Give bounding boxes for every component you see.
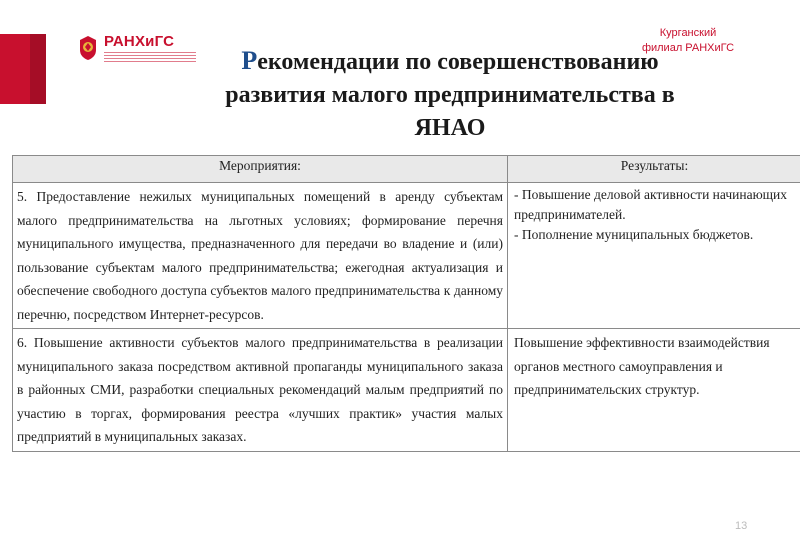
branch-line-2: филиал РАНХиГС [641,42,735,54]
result-cell [508,183,800,329]
table-header-row [13,156,800,183]
result-line: - Повышение деловой активности начинающих предпринимателей. [514,187,788,222]
measure-cell: 5. Предоставление нежилых муниципальных помещений в аренду субъектам малого предпринимательства на льготных условиях; формирование перечня муниципального имущества, предназначенного для передачи во владение и (или) пользование субъектам малого предпринимательства; ежегодная актуализация и обеспечение свободного доступа субъектов малого предпринимательства к данному перечню, посредством Интернет-ресурсов. [13,183,508,329]
title-line-2: развития малого предпринимательства в [225,82,675,108]
table-row [13,183,800,329]
header-results: Результаты: [508,156,800,183]
table-row [13,329,800,452]
page-number: 13 [735,520,748,532]
header-measures: Мероприятия: [13,156,508,183]
slide-title [170,44,730,145]
result-cell [508,329,800,452]
logo-name: РАНХиГС [104,33,175,50]
title-line-3: ЯНАО [414,115,486,141]
title-first-letter: Р [241,46,258,75]
title-line-1-rest: екомендации по совершенствованию [257,49,659,75]
measure-cell: 6. Повышение активности субъектов малого предпринимательства в реализации муниципального заказа посредством активной пропаганды муниципального заказа в районных СМИ, разработки специальных рекомендаций малым предприятий по участию в торгах, формирования реестра «лучших практик» участия малых предприятий в муниципальных заказах. [13,329,508,452]
recommendations-table [12,155,800,452]
red-accent-bar [0,34,46,104]
result-line: Повышение эффективности взаимодействия органов местного самоуправления и предпринимательских структур. [514,335,770,397]
result-line: - Пополнение муниципальных бюджетов. [514,227,754,242]
eagle-emblem-icon [76,34,100,62]
branch-line-1: Курганский [659,27,717,39]
title-line-1 [170,44,730,79]
